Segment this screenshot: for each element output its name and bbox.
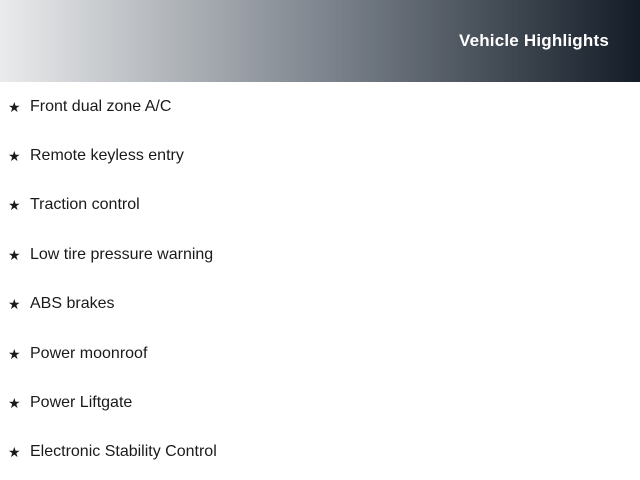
highlight-label: Low tire pressure warning <box>30 245 214 263</box>
highlight-label: Power Liftgate <box>30 394 133 412</box>
list-item <box>0 428 640 477</box>
list-item <box>0 329 640 378</box>
highlight-label: Front dual zone A/C <box>30 97 172 115</box>
page-title: Vehicle Highlights <box>458 31 609 50</box>
list-item <box>0 280 640 329</box>
list-item <box>0 378 640 427</box>
list-item <box>0 131 640 180</box>
star-icon: ★ <box>8 296 21 313</box>
star-icon: ★ <box>8 197 21 214</box>
star-icon: ★ <box>8 148 21 165</box>
highlight-label: Traction control <box>30 196 140 214</box>
star-icon: ★ <box>8 98 21 115</box>
highlight-label: Power moonroof <box>30 344 148 362</box>
list-item <box>0 181 640 230</box>
star-icon: ★ <box>8 395 21 412</box>
highlight-list <box>0 82 640 477</box>
highlight-label: Electronic Stability Control <box>30 443 217 461</box>
star-icon: ★ <box>8 345 21 362</box>
star-icon: ★ <box>8 444 21 461</box>
list-item <box>0 230 640 279</box>
highlight-label: ABS brakes <box>30 295 115 313</box>
list-item <box>0 82 640 131</box>
panel-header <box>0 0 640 82</box>
star-icon: ★ <box>8 246 21 263</box>
highlight-label: Remote keyless entry <box>30 147 184 165</box>
